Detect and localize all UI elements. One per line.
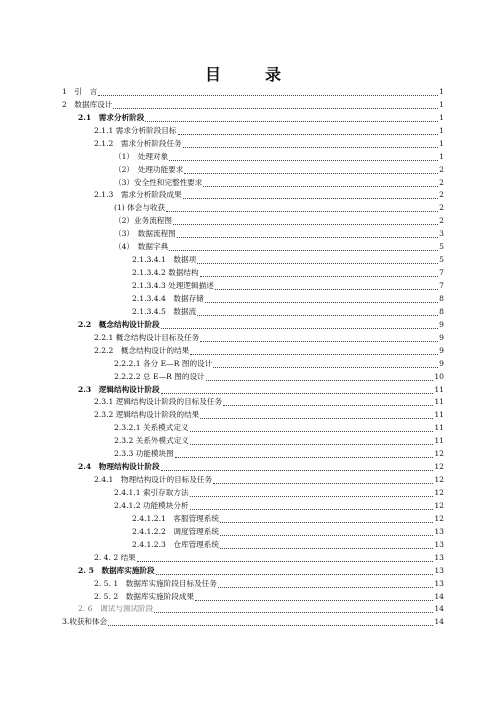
toc-entry[interactable] — [62, 215, 444, 228]
leader-dots — [169, 249, 438, 251]
leader-dots — [190, 508, 434, 510]
leader-dots — [154, 611, 433, 613]
toc-entry-page: 13 — [434, 539, 444, 549]
toc-entry-page: 5 — [439, 255, 444, 265]
toc-entry-label: 2.2.1 概念结构设计目标及任务 — [94, 332, 200, 342]
toc-entry[interactable] — [62, 461, 444, 474]
toc-entry[interactable] — [62, 552, 444, 565]
toc-entry-page: 11 — [434, 397, 444, 407]
toc-entry-label: （2）业务流程图 — [114, 216, 172, 226]
toc-entry[interactable] — [62, 177, 444, 190]
toc-entry-page: 1 — [439, 86, 444, 96]
toc-entry-label: 2.2.2.1 各分 E—R 图的设计 — [114, 358, 213, 368]
toc-entry-page: 2 — [439, 177, 444, 187]
toc-entry[interactable] — [62, 332, 444, 345]
leader-dots — [183, 146, 438, 148]
leader-dots — [161, 327, 439, 329]
toc-entry-label: 2. 6 调试与测试阶段 — [78, 604, 154, 614]
toc-entry-page: 9 — [439, 345, 444, 355]
toc-entry-label: 2.1.3.4.3 处理逻辑描述 — [132, 281, 214, 291]
toc-entry[interactable] — [62, 99, 444, 112]
toc-entry[interactable] — [62, 125, 444, 138]
toc-entry-label: 2. 5 数据库实施阶段 — [78, 565, 155, 575]
toc-entry-label: 2 数据库设计 — [62, 99, 113, 109]
toc-entry[interactable] — [62, 448, 444, 461]
toc-entry-page: 11 — [434, 384, 444, 394]
toc-entry[interactable] — [62, 384, 444, 397]
toc-entry[interactable] — [62, 228, 444, 241]
leader-dots — [220, 534, 433, 536]
toc-entry-page: 7 — [439, 268, 444, 278]
toc-entry-page: 1 — [439, 125, 444, 135]
leader-dots — [161, 469, 434, 471]
toc-entry-label: 2.1.1 需求分析阶段目标 — [94, 125, 177, 135]
toc-entry[interactable] — [62, 604, 444, 617]
toc-entry-label: 2.4 物理结构设计阶段 — [78, 462, 160, 472]
leader-dots — [175, 456, 434, 458]
toc-entry-page: 11 — [434, 423, 444, 433]
toc-entry-label: （2） 处理功能要求 — [114, 164, 184, 174]
leader-dots — [184, 172, 438, 174]
toc-entry-page: 14 — [434, 591, 444, 601]
leader-dots — [197, 314, 438, 316]
toc-entry-label: 2.3 逻辑结构设计阶段 — [78, 384, 160, 394]
toc-entry-page: 8 — [439, 306, 444, 316]
leader-dots — [215, 288, 438, 290]
toc-entry-page: 12 — [434, 513, 444, 523]
leader-dots — [200, 417, 433, 419]
toc-entry-label: 3.收获和体会 — [62, 617, 108, 627]
leader-dots — [213, 366, 438, 368]
toc-entry-page: 1 — [439, 99, 444, 109]
toc-entry-page: 12 — [434, 488, 444, 498]
toc-entry-page: 5 — [439, 242, 444, 252]
toc-entry-page: 2 — [439, 203, 444, 213]
toc-entry[interactable] — [62, 474, 444, 487]
toc-entry-page: 10 — [434, 371, 444, 381]
toc-entry[interactable] — [62, 500, 444, 513]
leader-dots — [113, 107, 438, 109]
toc-entry[interactable] — [62, 526, 444, 539]
leader-dots — [166, 210, 438, 212]
toc-entry[interactable] — [62, 358, 444, 371]
leader-dots — [108, 624, 433, 626]
toc-entry-label: 2.4.1.2 功能模块分析 — [114, 500, 189, 510]
toc-entry-label: 2.1.3.4.1 数据项 — [132, 255, 197, 265]
leader-dots — [169, 159, 438, 161]
leader-dots — [161, 392, 434, 394]
toc-entry-page: 2 — [439, 164, 444, 174]
leader-dots — [220, 547, 433, 549]
toc-entry-page: 9 — [439, 358, 444, 368]
toc-entry-label: 2.4.1.2.1 客服管理系统 — [132, 513, 219, 523]
leader-dots — [223, 404, 433, 406]
toc-entry-page: 9 — [439, 332, 444, 342]
leader-dots — [213, 482, 433, 484]
toc-entry-page: 3 — [439, 229, 444, 239]
toc-entry-label: 2. 5. 1 数据库实施阶段目标及任务 — [94, 578, 217, 588]
toc-entry[interactable] — [62, 241, 444, 254]
toc-entry-label: 2.4.1.2.2 调度管理系统 — [132, 526, 219, 536]
toc-entry-label: 2.4.1.2.3 仓库管理系统 — [132, 539, 219, 549]
leader-dots — [206, 379, 434, 381]
toc-entry-page: 13 — [434, 552, 444, 562]
leader-dots — [195, 599, 433, 601]
leader-dots — [190, 495, 434, 497]
toc-entry[interactable] — [62, 293, 444, 306]
toc-entry-label: 2.4.1.1 索引存取方法 — [114, 488, 189, 498]
toc-entry[interactable] — [62, 513, 444, 526]
toc-entry-page: 11 — [434, 410, 444, 420]
leader-dots — [218, 586, 433, 588]
toc-entry[interactable] — [62, 565, 444, 578]
toc-entry-page: 9 — [439, 319, 444, 329]
toc-entry-label: 2.2.2 概念结构设计的结果 — [94, 345, 190, 355]
toc-entry-label: 2.3.2.1 关系模式定义 — [114, 423, 189, 433]
toc-entry-label: 2.2 概念结构设计阶段 — [78, 319, 160, 329]
toc-entry-label: (1) 体会与收获 — [114, 203, 166, 213]
leader-dots — [220, 521, 433, 523]
toc-entry[interactable] — [62, 371, 444, 384]
toc-entry-label: 2.2.2.2 总 E—R 图的设计 — [114, 371, 205, 381]
leader-dots — [156, 573, 434, 575]
toc-entry-label: （3）安全性和完整性要求 — [114, 177, 203, 187]
toc-entry-page: 13 — [434, 565, 444, 575]
leader-dots — [98, 94, 438, 96]
toc-entry[interactable] — [62, 397, 444, 410]
toc-entry-page: 13 — [434, 526, 444, 536]
leader-dots — [200, 340, 438, 342]
toc-entry-page: 1 — [439, 138, 444, 148]
toc-entry-label: （4） 数据字典 — [114, 242, 169, 252]
toc-entry-label: 2. 5. 2 数据库实施阶段成果 — [94, 591, 195, 601]
toc-entry-label: 2. 4. 2 结果 — [94, 552, 136, 562]
toc-entry[interactable] — [62, 164, 444, 177]
leader-dots — [200, 275, 439, 277]
leader-dots — [190, 430, 434, 432]
toc-entry[interactable] — [62, 306, 444, 319]
toc-entry-label: 2.3.3 功能模块图 — [114, 449, 174, 459]
toc-entry-page: 12 — [434, 449, 444, 459]
toc-entry[interactable] — [62, 578, 444, 591]
toc-entry[interactable] — [62, 202, 444, 215]
toc-entry[interactable] — [62, 267, 444, 280]
leader-dots — [137, 560, 434, 562]
toc-entry[interactable] — [62, 435, 444, 448]
toc-entry-page: 2 — [439, 216, 444, 226]
toc-entry[interactable] — [62, 616, 444, 629]
toc-entry[interactable] — [62, 280, 444, 293]
toc-entry-label: 2.1.3.4.4 数据存储 — [132, 293, 204, 303]
table-of-contents — [62, 86, 444, 629]
toc-entry[interactable] — [62, 254, 444, 267]
leader-dots — [177, 236, 438, 238]
toc-title: 目 录 — [204, 65, 295, 84]
leader-dots — [203, 185, 438, 187]
toc-entry-page: 1 — [439, 112, 444, 122]
toc-entry-page: 11 — [434, 436, 444, 446]
toc-entry[interactable] — [62, 539, 444, 552]
toc-entry-label: 2.1.2 需求分析阶段任务 — [94, 138, 182, 148]
toc-entry-page: 12 — [434, 500, 444, 510]
toc-entry-page: 8 — [439, 293, 444, 303]
leader-dots — [145, 120, 438, 122]
toc-entry[interactable] — [62, 138, 444, 151]
toc-entry-label: 2.3.2 逻辑结构设计阶段的结果 — [94, 410, 200, 420]
toc-entry[interactable] — [62, 591, 444, 604]
leader-dots — [183, 197, 438, 199]
toc-entry-label: 2.4.1 物理结构设计的目标及任务 — [94, 475, 213, 485]
toc-entry[interactable] — [62, 487, 444, 500]
toc-entry[interactable] — [62, 86, 444, 99]
toc-entry-page: 14 — [434, 604, 444, 614]
toc-entry-page: 12 — [434, 475, 444, 485]
toc-entry-page: 1 — [439, 151, 444, 161]
leader-dots — [190, 353, 438, 355]
toc-entry[interactable] — [62, 151, 444, 164]
toc-entry-label: （1） 处理对象 — [114, 151, 169, 161]
toc-entry-label: 2.3.2 关系外模式定义 — [114, 436, 189, 446]
leader-dots — [178, 133, 439, 135]
toc-entry[interactable] — [62, 422, 444, 435]
toc-entry-label: 2.1.3.4.2 数据结构 — [132, 268, 199, 278]
toc-entry-label: （3） 数据流程图 — [114, 229, 176, 239]
leader-dots — [205, 301, 438, 303]
toc-entry[interactable] — [62, 409, 444, 422]
toc-entry-label: 2.3.1 逻辑结构设计阶段的目标及任务 — [94, 397, 223, 407]
toc-entry-label: 1 引 言 — [62, 86, 98, 96]
toc-entry[interactable] — [62, 345, 444, 358]
toc-entry-page: 12 — [434, 462, 444, 472]
toc-entry-page: 13 — [434, 578, 444, 588]
toc-entry[interactable] — [62, 190, 444, 203]
toc-entry[interactable] — [62, 112, 444, 125]
leader-dots — [173, 223, 438, 225]
toc-entry-label: 2.1.3.4.5 数据流 — [132, 306, 197, 316]
leader-dots — [190, 443, 433, 445]
toc-entry-label: 2.1 需求分析阶段 — [78, 112, 145, 122]
toc-entry-label: 2.1.3 需求分析阶段成果 — [94, 190, 182, 200]
leader-dots — [197, 262, 438, 264]
toc-entry[interactable] — [62, 319, 444, 332]
toc-entry-page: 2 — [439, 190, 444, 200]
toc-entry-page: 14 — [434, 617, 444, 627]
toc-entry-page: 7 — [439, 281, 444, 291]
